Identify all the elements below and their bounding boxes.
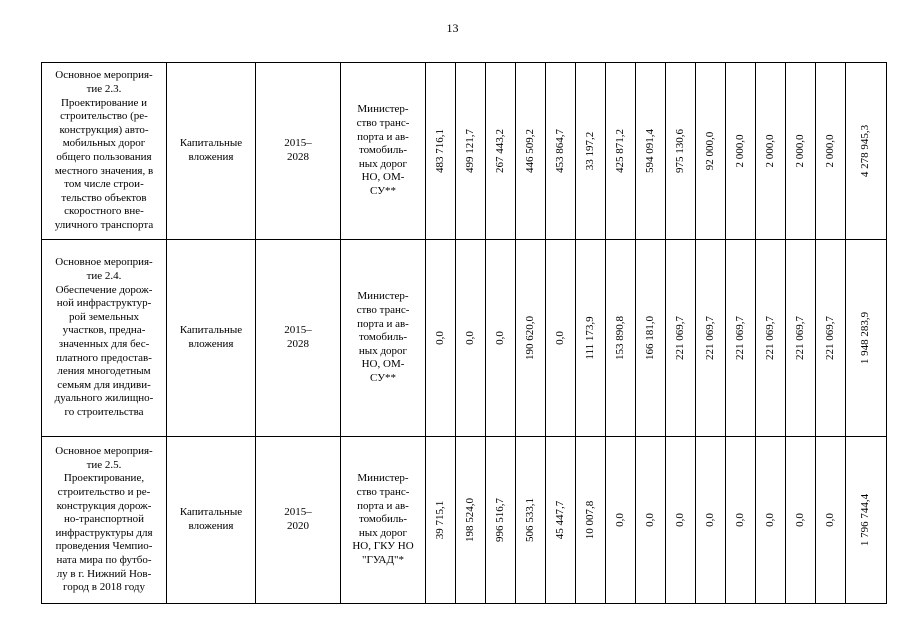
measure-name-line: проведения Чемпио- — [55, 540, 153, 553]
year-value: 10 007,8 — [583, 500, 596, 540]
measure-name-line: строительство и ре- — [57, 486, 151, 499]
measure-name-line: Основное мероприя- — [55, 445, 153, 458]
year-value: 166 181,0 — [643, 316, 656, 360]
executor-line: СУ** — [370, 371, 396, 384]
funding-source-line: вложения — [188, 338, 234, 350]
measure-name-line: но-транспортной — [64, 513, 144, 526]
year-value: 0,0 — [763, 513, 776, 527]
year-value-cell — [516, 240, 546, 437]
year-value-cell — [606, 63, 636, 240]
funding-source-line: Капитальные — [179, 506, 243, 519]
measure-name-line: конструкция) авто- — [59, 123, 149, 136]
year-value: 0,0 — [643, 513, 656, 527]
year-value: 0,0 — [493, 331, 506, 345]
year-value-cell — [636, 63, 666, 240]
year-value-cell — [576, 240, 606, 437]
year-value: 0,0 — [673, 513, 686, 527]
year-value: 0,0 — [463, 331, 476, 345]
funding-source — [167, 240, 256, 437]
year-value: 594 091,4 — [643, 129, 656, 173]
executor — [341, 63, 426, 240]
year-value-cell — [756, 63, 786, 240]
executor-line: ных дорог — [358, 157, 408, 170]
measure-name-line: уличного транспорта — [54, 218, 154, 231]
funding-source — [167, 437, 256, 604]
table-row — [42, 437, 887, 604]
year-value: 453 864,7 — [553, 129, 566, 173]
measure-name-line: значенных для бес- — [58, 338, 150, 350]
measure-name-line: участков, предна- — [62, 324, 146, 337]
year-value: 190 620,0 — [523, 316, 536, 360]
period-line: 2020 — [287, 520, 309, 532]
executor-line: порта и ав- — [357, 499, 409, 512]
measure-name-line: ната мира по футбо- — [56, 553, 152, 566]
year-value: 0,0 — [433, 331, 446, 345]
year-value-cell — [786, 240, 816, 437]
executor-line: ство транс- — [356, 304, 410, 317]
measure-name-line: ления многодетным — [57, 365, 151, 378]
year-value-cell — [636, 240, 666, 437]
year-value-cell — [696, 437, 726, 604]
measure-name-line: конструкция дорож- — [56, 499, 152, 512]
year-value: 267 443,2 — [493, 129, 506, 173]
measure-name-line: строительство (ре- — [60, 110, 148, 123]
year-value-cell — [516, 437, 546, 604]
year-value: 2 000,0 — [823, 134, 836, 168]
executor-line: "ГУАД"* — [362, 553, 404, 566]
year-value: 0,0 — [793, 513, 806, 527]
period-line: 2028 — [287, 338, 309, 350]
year-value-cell — [426, 437, 456, 604]
measure-name-line: город в 2018 году — [63, 581, 145, 594]
executor-line: Министер- — [357, 290, 409, 303]
executor — [341, 240, 426, 437]
measure-name-line: ной инфраструктур- — [56, 297, 152, 310]
year-value-cell — [786, 437, 816, 604]
table-row — [42, 63, 887, 240]
executor-line: Министер- — [357, 472, 409, 485]
year-value-cell — [546, 437, 576, 604]
measure-name-line: тие 2.3. — [86, 83, 122, 96]
year-value-cell — [786, 63, 816, 240]
total-value-cell — [846, 63, 887, 240]
executor-line: порта и ав- — [357, 130, 409, 143]
measure-name-line: Основное мероприя- — [55, 69, 153, 82]
measure-name-line: тие 2.5. — [86, 458, 122, 471]
measure-name-line: го строительства — [64, 405, 144, 418]
funding-source-line: Капитальные — [179, 324, 243, 337]
funding-source-line: Капитальные — [179, 137, 243, 150]
executor-line: Министер- — [357, 103, 409, 116]
year-value-cell — [756, 437, 786, 604]
measure-name-line: скоростного вне- — [64, 205, 144, 218]
year-value: 39 715,1 — [433, 500, 446, 540]
executor-line: порта и ав- — [357, 317, 409, 330]
period — [256, 437, 341, 604]
executor-line: НО, ОМ- — [361, 171, 405, 184]
year-value-cell — [696, 240, 726, 437]
table-row — [42, 240, 887, 437]
year-value: 499 121,7 — [463, 129, 476, 173]
executor-line: ных дорог — [358, 344, 408, 357]
measure-name-line: том числе строи- — [64, 178, 144, 191]
year-value: 221 069,7 — [733, 316, 746, 360]
measure-name-line: дуального жилищно- — [54, 392, 154, 405]
year-value-cell — [726, 437, 756, 604]
measure-name — [42, 437, 167, 604]
total-value-cell — [846, 240, 887, 437]
year-value: 0,0 — [823, 513, 836, 527]
year-value-cell — [636, 437, 666, 604]
year-value-cell — [816, 240, 846, 437]
year-value: 996 516,7 — [493, 498, 506, 542]
measure-name-line: Проектирование, — [63, 472, 145, 485]
year-value-cell — [726, 240, 756, 437]
year-value-cell — [486, 437, 516, 604]
year-value: 221 069,7 — [793, 316, 806, 360]
period-line: 2028 — [287, 151, 309, 163]
year-value-cell — [666, 63, 696, 240]
executor-line: томобиль- — [358, 144, 408, 157]
measure-name — [42, 240, 167, 437]
year-value: 111 173,9 — [583, 316, 596, 360]
page-number: 13 — [446, 21, 459, 35]
year-value: 2 000,0 — [763, 134, 776, 168]
year-value-cell — [816, 63, 846, 240]
funding-source — [167, 63, 256, 240]
period-line: 2015– — [284, 324, 312, 337]
total-value: 1 948 283,9 — [859, 311, 872, 365]
year-value-cell — [486, 63, 516, 240]
year-value: 425 871,2 — [613, 129, 626, 173]
measure-name-line: местного значения, в — [54, 164, 154, 177]
year-value-cell — [456, 437, 486, 604]
year-value-cell — [426, 240, 456, 437]
year-value: 198 524,0 — [463, 498, 476, 542]
executor-line: томобиль- — [358, 513, 408, 526]
period-line: 2015– — [284, 137, 312, 150]
year-value-cell — [606, 437, 636, 604]
measure-name-line: общего пользования — [56, 151, 152, 163]
year-value-cell — [756, 240, 786, 437]
year-value: 2 000,0 — [793, 134, 806, 168]
year-value-cell — [546, 240, 576, 437]
executor-line: СУ** — [370, 184, 396, 197]
year-value: 0,0 — [703, 513, 716, 527]
measure-name-line: Проектирование и — [60, 96, 148, 109]
total-value: 1 796 744,4 — [859, 493, 872, 547]
year-value: 221 069,7 — [763, 316, 776, 360]
year-value: 221 069,7 — [703, 316, 716, 360]
executor — [341, 437, 426, 604]
year-value: 33 197,2 — [583, 131, 596, 171]
year-value: 221 069,7 — [823, 316, 836, 360]
year-value: 506 533,1 — [523, 498, 536, 542]
measure-name-line: лу в г. Нижний Нов- — [56, 567, 152, 580]
period — [256, 240, 341, 437]
measure-name-line: мобильных дорог — [62, 137, 146, 150]
year-value: 0,0 — [613, 513, 626, 527]
year-value-cell — [606, 240, 636, 437]
year-value-cell — [696, 63, 726, 240]
executor-line: ство транс- — [356, 486, 410, 499]
year-value-cell — [576, 437, 606, 604]
year-value: 2 000,0 — [733, 134, 746, 168]
funding-source-line: вложения — [188, 151, 234, 163]
year-value-cell — [456, 240, 486, 437]
executor-line: НО, ОМ- — [361, 358, 405, 371]
executor-line: томобиль- — [358, 331, 408, 344]
year-value: 92 000,0 — [703, 131, 716, 171]
year-value: 975 130,6 — [673, 129, 686, 173]
executor-line: ных дорог — [358, 526, 408, 539]
year-value: 153 890,8 — [613, 316, 626, 360]
year-value: 446 509,2 — [523, 129, 536, 173]
measure-name-line: тельство объектов — [61, 191, 147, 204]
year-value: 221 069,7 — [673, 316, 686, 360]
measure-name-line: Обеспечение дорож- — [55, 283, 153, 296]
measure-name-line: инфраструктуры для — [55, 526, 153, 539]
year-value-cell — [516, 63, 546, 240]
year-value: 0,0 — [733, 513, 746, 527]
period — [256, 63, 341, 240]
year-value-cell — [726, 63, 756, 240]
program-table — [41, 62, 887, 604]
year-value-cell — [816, 437, 846, 604]
year-value-cell — [666, 437, 696, 604]
year-value-cell — [486, 240, 516, 437]
measure-name-line: Основное мероприя- — [55, 256, 153, 269]
year-value: 0,0 — [553, 331, 566, 345]
year-value: 483 716,1 — [433, 129, 446, 173]
year-value-cell — [456, 63, 486, 240]
total-value-cell — [846, 437, 887, 604]
measure-name-line: рой земельных — [69, 310, 139, 323]
measure-name-line: семьям для индиви- — [57, 378, 151, 391]
year-value-cell — [426, 63, 456, 240]
year-value: 45 447,7 — [553, 500, 566, 540]
year-value-cell — [546, 63, 576, 240]
period-line: 2015– — [284, 506, 312, 519]
executor-line: ство транс- — [356, 117, 410, 130]
funding-source-line: вложения — [188, 520, 234, 532]
total-value: 4 278 945,3 — [859, 124, 872, 178]
year-value-cell — [576, 63, 606, 240]
year-value-cell — [666, 240, 696, 437]
executor-line: НО, ГКУ НО — [352, 540, 414, 553]
measure-name-line: платного предостав- — [56, 351, 152, 364]
measure-name-line: тие 2.4. — [86, 270, 122, 283]
measure-name — [42, 63, 167, 240]
